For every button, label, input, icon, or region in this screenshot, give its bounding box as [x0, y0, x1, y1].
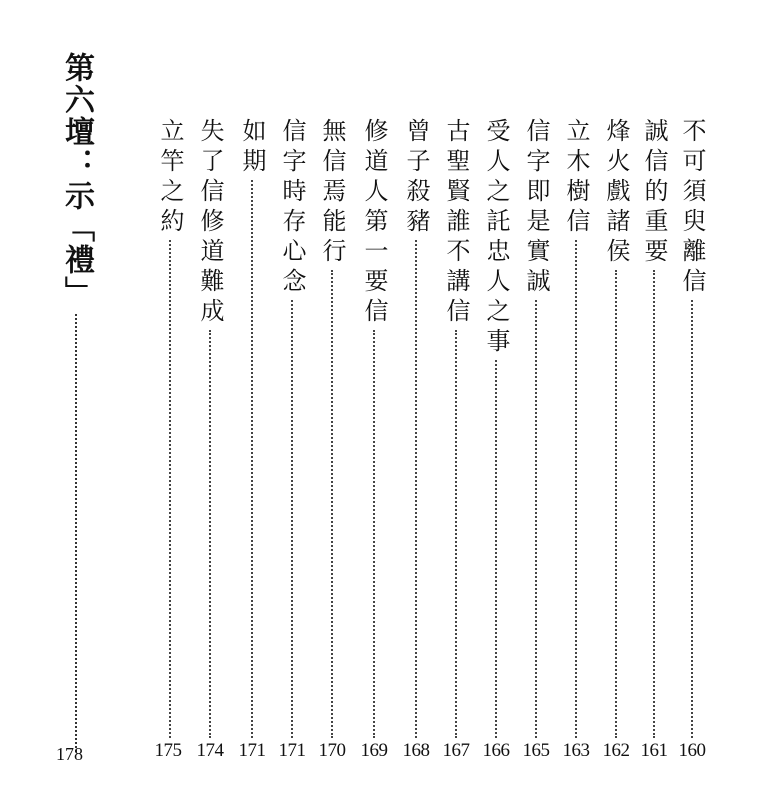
- dot-leader: [415, 240, 417, 738]
- entry-page-number: 168: [402, 740, 430, 761]
- toc-entry: [232, 118, 272, 738]
- toc-entry: [354, 118, 394, 738]
- dot-leader: [615, 270, 617, 738]
- entry-title: 如期: [238, 118, 266, 178]
- toc-entry: [436, 118, 476, 738]
- entry-title: 古聖賢誰不講信: [442, 118, 470, 328]
- entry-page-number: 175: [154, 740, 182, 761]
- toc-entry: [272, 118, 312, 738]
- dot-leader: [535, 300, 537, 738]
- chapter-dot-leader: [75, 314, 77, 752]
- entry-page-number: 166: [482, 740, 510, 761]
- entry-page-number: 161: [640, 740, 668, 761]
- toc-entry: [476, 118, 516, 738]
- entry-page-number: 171: [278, 740, 306, 761]
- entry-title: 信字時存心念: [278, 118, 306, 298]
- entry-title: 烽火戲諸侯: [602, 118, 630, 268]
- entry-page-number: 170: [318, 740, 346, 761]
- entry-title: 誠信的重要: [640, 118, 668, 268]
- toc-entry: [396, 118, 436, 738]
- dot-leader: [691, 300, 693, 738]
- chapter-title: 第六壇：示「禮」: [59, 52, 94, 308]
- entry-page-number: 163: [562, 740, 590, 761]
- entry-page-number: 169: [360, 740, 388, 761]
- entry-title: 立木樹信: [562, 118, 590, 238]
- toc-entry: [516, 118, 556, 738]
- dot-leader: [169, 240, 171, 738]
- entry-title: 曾子殺豬: [402, 118, 430, 238]
- folio-page-number: 178: [56, 744, 83, 764]
- entry-page-number: 165: [522, 740, 550, 761]
- dot-leader: [495, 360, 497, 738]
- entry-title: 修道人第一要信: [360, 118, 388, 328]
- dot-leader: [455, 330, 457, 738]
- entry-title: 信字即是實誠: [522, 118, 550, 298]
- dot-leader: [575, 240, 577, 738]
- dot-leader: [291, 300, 293, 738]
- dot-leader: [373, 330, 375, 738]
- entry-title: 受人之託忠人之事: [482, 118, 510, 358]
- entry-title: 立竿之約: [156, 118, 184, 238]
- toc-entry: [634, 118, 674, 738]
- dot-leader: [653, 270, 655, 738]
- toc-entry: [556, 118, 596, 738]
- dot-leader: [209, 330, 211, 738]
- chapter-heading: [56, 52, 96, 752]
- toc-entry: [312, 118, 352, 738]
- entry-page-number: 171: [238, 740, 266, 761]
- entry-title: 失了信修道難成: [196, 118, 224, 328]
- dot-leader: [251, 180, 253, 738]
- entry-page-number: 174: [196, 740, 224, 761]
- toc-entry: [150, 118, 190, 738]
- entry-page-number: 167: [442, 740, 470, 761]
- toc-entry: [190, 118, 230, 738]
- toc-entry: [672, 118, 712, 738]
- entry-page-number: 160: [678, 740, 706, 761]
- toc-entry: [596, 118, 636, 738]
- entry-page-number: 162: [602, 740, 630, 761]
- entry-title: 無信焉能行: [318, 118, 346, 268]
- dot-leader: [331, 270, 333, 738]
- entry-title: 不可須臾離信: [678, 118, 706, 298]
